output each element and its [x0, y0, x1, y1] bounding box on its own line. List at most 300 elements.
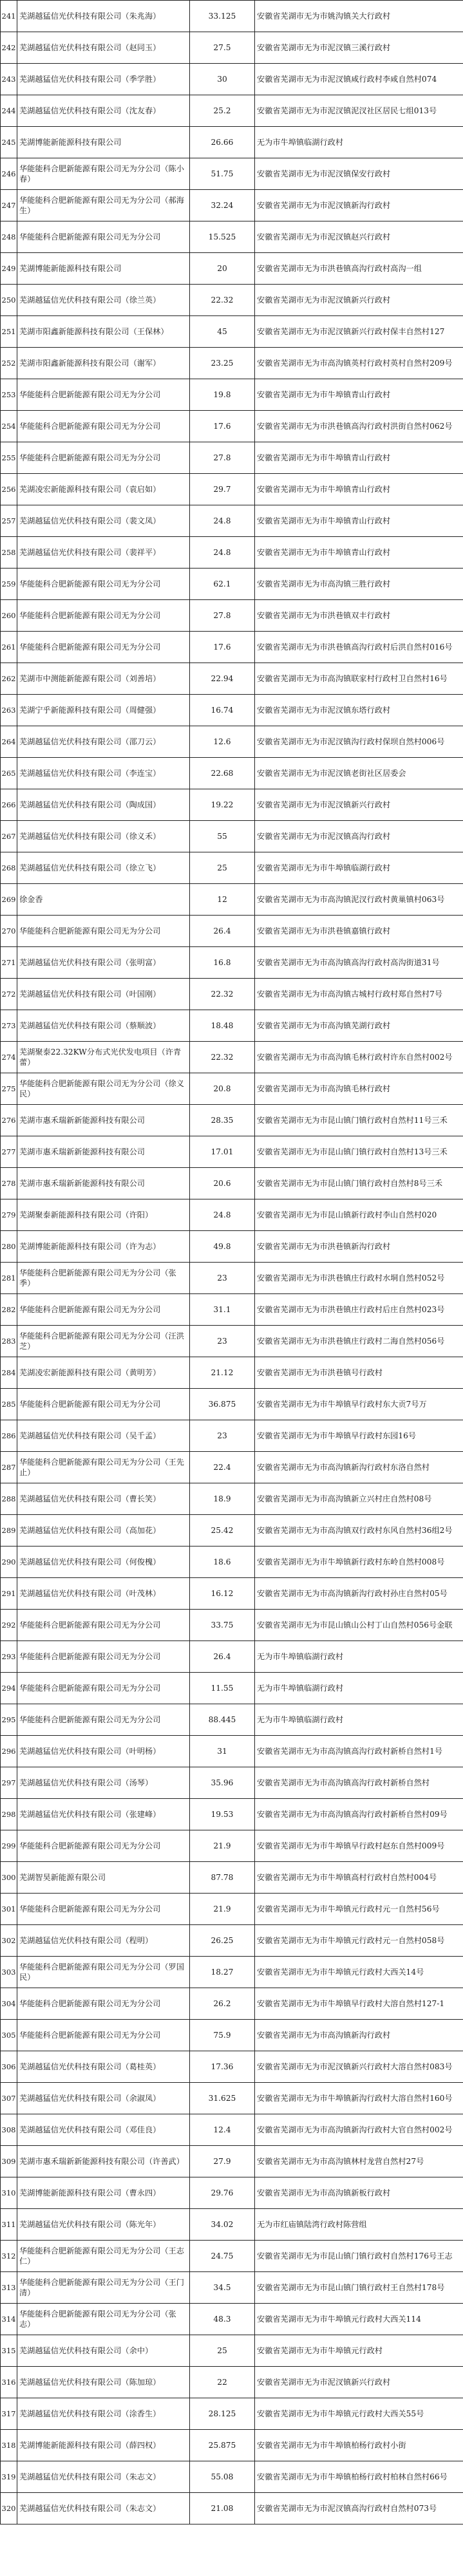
- row-number-cell: 246: [1, 158, 17, 190]
- address-cell: 安徽省芜湖市无为市高沟镇芜湖行政村: [255, 1010, 463, 1042]
- table-row: [1, 2146, 463, 2177]
- company-name-cell: 芜湖市惠禾瑞新新能源科技有限公司: [17, 1136, 190, 1168]
- company-name-cell: 芜湖凌宏新能源科技有限公司（袁启如）: [17, 474, 190, 505]
- capacity-cell: 87.78: [190, 1862, 255, 1894]
- address-cell: 安徽省芜湖市无为市高沟镇新板行政村: [255, 2177, 463, 2209]
- address-cell: 安徽省芜湖市无为市牛埠镇早行政村赵东自然村009号: [255, 1830, 463, 1862]
- address-cell: 安徽省芜湖市无为市高沟镇新沟行政村: [255, 2020, 463, 2051]
- address-cell: 安徽省芜湖市无为市泥汊镇新兴行政村: [255, 789, 463, 821]
- capacity-cell: 26.4: [190, 1641, 255, 1673]
- row-number-cell: 297: [1, 1767, 17, 1799]
- table-row: [1, 1578, 463, 1610]
- row-number-cell: 274: [1, 1042, 17, 1073]
- company-name-cell: 华能能科合肥新能源有限公司无为分公司: [17, 2020, 190, 2051]
- company-name-cell: 芜湖市阳鑫新能源科技有限公司（谢军）: [17, 348, 190, 379]
- company-name-cell: 华能能科合肥新能源有限公司无为分公司（汪洪芝）: [17, 1326, 190, 1357]
- address-cell: 安徽省芜湖市无为市昆山镇门镇行政村自然村11号三禾: [255, 1105, 463, 1136]
- company-name-cell: 华能能科合肥新能源有限公司无为分公司: [17, 1830, 190, 1862]
- row-number-cell: 317: [1, 2398, 17, 2430]
- row-number-cell: 275: [1, 1073, 17, 1105]
- table-row: [1, 2114, 463, 2146]
- table-row: [1, 2020, 463, 2051]
- address-cell: 安徽省芜湖市无为市高沟镇高沟行政村新桥自然村09号: [255, 1799, 463, 1830]
- capacity-cell: 21.12: [190, 1357, 255, 1389]
- address-cell: 安徽省芜湖市无为市高沟镇古城村行政村郑自然村7号: [255, 979, 463, 1010]
- address-cell: 安徽省芜湖市无为市洪巷镇高沟行政村洪街自然村062号: [255, 411, 463, 442]
- row-number-cell: 252: [1, 348, 17, 379]
- capacity-cell: 34.5: [190, 2272, 255, 2304]
- row-number-cell: 289: [1, 1515, 17, 1547]
- company-name-cell: 华能能科合肥新能源有限公司无为分公司: [17, 411, 190, 442]
- company-name-cell: 芜湖博能新能源科技有限公司: [17, 127, 190, 158]
- address-cell: 安徽省芜湖市无为市姚沟镇关大行政村: [255, 1, 463, 32]
- company-name-cell: 华能能科合肥新能源有限公司无为分公司: [17, 1673, 190, 1704]
- row-number-cell: 283: [1, 1326, 17, 1357]
- row-number-cell: 258: [1, 537, 17, 569]
- table-row: [1, 632, 463, 663]
- table-row: [1, 316, 463, 348]
- table-row: [1, 64, 463, 95]
- table-row: [1, 2272, 463, 2304]
- table-row: [1, 1957, 463, 1988]
- company-name-cell: 芜湖越猛信光伏科技有限公司（季学胜）: [17, 64, 190, 95]
- capacity-cell: 18.6: [190, 1547, 255, 1578]
- address-cell: 安徽省芜湖市无为市泥汊镇新兴行政村保丰自然村127: [255, 316, 463, 348]
- address-cell: 无为市红庙镇陆湾行政村陈营组: [255, 2209, 463, 2241]
- company-name-cell: 芜湖宁乎新能源科技有限公司（周健强）: [17, 695, 190, 726]
- row-number-cell: 309: [1, 2146, 17, 2177]
- row-number-cell: 272: [1, 979, 17, 1010]
- capacity-cell: 35.96: [190, 1767, 255, 1799]
- table-row: [1, 2493, 463, 2524]
- capacity-cell: 22.4: [190, 1452, 255, 1483]
- row-number-cell: 293: [1, 1641, 17, 1673]
- address-cell: 安徽省芜湖市无为市牛埠镇元行政村元一自然村058号: [255, 1925, 463, 1957]
- company-name-cell: 芜湖博能新能源科技有限公司（许为志）: [17, 1231, 190, 1263]
- company-name-cell: 芜湖越猛信光伏科技有限公司（曹长笑）: [17, 1483, 190, 1515]
- table-row: [1, 2398, 463, 2430]
- capacity-cell: 16.74: [190, 695, 255, 726]
- company-name-cell: 芜湖越猛信光伏科技有限公司（徐立飞）: [17, 852, 190, 884]
- capacity-cell: 25: [190, 852, 255, 884]
- table-row: [1, 411, 463, 442]
- table-row: [1, 1294, 463, 1326]
- capacity-cell: 21.08: [190, 2493, 255, 2524]
- address-cell: 安徽省芜湖市无为市洪巷镇高沟行政村后洪自然村016号: [255, 632, 463, 663]
- row-number-cell: 284: [1, 1357, 17, 1389]
- address-cell: 安徽省芜湖市无为市牛埠镇元行政村: [255, 2335, 463, 2367]
- company-name-cell: 芜湖市惠禾瑞新新能源科技有限公司: [17, 1168, 190, 1199]
- address-cell: 安徽省芜湖市无为市高沟镇高沟行政村新桥自然村1号: [255, 1736, 463, 1767]
- table-row: [1, 979, 463, 1010]
- capacity-cell: 11.55: [190, 1673, 255, 1704]
- table-row: [1, 2430, 463, 2461]
- address-cell: 安徽省芜湖市无为市高沟镇新沟行政村大官自然村002号: [255, 2114, 463, 2146]
- capacity-cell: 36.875: [190, 1389, 255, 1420]
- row-number-cell: 298: [1, 1799, 17, 1830]
- capacity-cell: 22.32: [190, 979, 255, 1010]
- address-cell: 安徽省芜湖市无为市高沟镇新立兴村庄自然村08号: [255, 1483, 463, 1515]
- company-name-cell: 芜湖越猛信光伏科技有限公司（裴文凤）: [17, 505, 190, 537]
- table-row: [1, 537, 463, 569]
- row-number-cell: 270: [1, 916, 17, 947]
- company-name-cell: 芜湖智昊新能源有限公司: [17, 1862, 190, 1894]
- company-name-cell: 芜湖越猛信光伏科技有限公司（陈加琼）: [17, 2367, 190, 2398]
- table-row: [1, 285, 463, 316]
- company-name-cell: 芜湖越猛信光伏科技有限公司（徐义禾）: [17, 821, 190, 852]
- address-cell: 安徽省芜湖市无为市泥汊镇新兴行政村: [255, 285, 463, 316]
- row-number-cell: 263: [1, 695, 17, 726]
- company-name-cell: 芜湖越猛信光伏科技有限公司（张建峰）: [17, 1799, 190, 1830]
- table-row: [1, 884, 463, 916]
- address-cell: 安徽省芜湖市无为市泥汊镇赵兴行政村: [255, 221, 463, 253]
- address-cell: 安徽省芜湖市无为市泥汊镇东塔行政村: [255, 695, 463, 726]
- table-row: [1, 1988, 463, 2020]
- capacity-cell: 22.32: [190, 285, 255, 316]
- capacity-cell: 25.875: [190, 2430, 255, 2461]
- address-cell: 安徽省芜湖市无为市牛埠镇元行政村大西关114: [255, 2304, 463, 2335]
- company-name-cell: 华能能科合肥新能源有限公司无为分公司: [17, 1610, 190, 1641]
- capacity-cell: 15.525: [190, 221, 255, 253]
- table-row: [1, 95, 463, 127]
- table-row: [1, 1263, 463, 1294]
- address-cell: 安徽省芜湖市无为市洪巷镇庄行政村后庄自然村023号: [255, 1294, 463, 1326]
- company-name-cell: 芜湖越猛信光伏科技有限公司（裴祥平）: [17, 537, 190, 569]
- company-name-cell: 华能能科合肥新能源有限公司无为分公司: [17, 600, 190, 632]
- company-name-cell: 芜湖越猛信光伏科技有限公司（何俊槐）: [17, 1547, 190, 1578]
- row-number-cell: 303: [1, 1957, 17, 1988]
- company-name-cell: 华能能科合肥新能源有限公司无为分公司（徐义民）: [17, 1073, 190, 1105]
- row-number-cell: 305: [1, 2020, 17, 2051]
- table-row: [1, 1894, 463, 1925]
- row-number-cell: 247: [1, 190, 17, 221]
- address-cell: 安徽省芜湖市无为市泥汊镇沟行政村保坝自然村006号: [255, 726, 463, 758]
- address-cell: 安徽省芜湖市无为市洪巷镇号行政村: [255, 1357, 463, 1389]
- company-name-cell: 华能能科合肥新能源有限公司无为分公司（郝海生）: [17, 190, 190, 221]
- address-cell: 安徽省芜湖市无为市牛埠镇高村行政村自然村004号: [255, 1862, 463, 1894]
- table-row: [1, 348, 463, 379]
- table-row: [1, 726, 463, 758]
- company-name-cell: 芜湖博能新能源科技有限公司（薛四权）: [17, 2430, 190, 2461]
- capacity-cell: 19.53: [190, 1799, 255, 1830]
- address-cell: 安徽省芜湖市无为市牛埠镇新行政村东岭自然村008号: [255, 1547, 463, 1578]
- row-number-cell: 253: [1, 379, 17, 411]
- table-row: [1, 695, 463, 726]
- table-row: [1, 1073, 463, 1105]
- table-row: [1, 1830, 463, 1862]
- table-row: [1, 1, 463, 32]
- row-number-cell: 279: [1, 1199, 17, 1231]
- table-row: [1, 2461, 463, 2493]
- table-row: [1, 1547, 463, 1578]
- capacity-cell: 19.22: [190, 789, 255, 821]
- address-cell: 安徽省芜湖市无为市高沟镇三胜行政村: [255, 569, 463, 600]
- company-name-cell: 华能能科合肥新能源有限公司无为分公司: [17, 1389, 190, 1420]
- address-cell: 安徽省芜湖市无为市昆山镇门镇行政村自然村176号王志: [255, 2241, 463, 2272]
- capacity-cell: 17.36: [190, 2051, 255, 2083]
- table-row: [1, 442, 463, 474]
- company-name-cell: 徐金香: [17, 884, 190, 916]
- company-name-cell: 芜湖聚泰新能源科技有限公司（许阳）: [17, 1199, 190, 1231]
- table-row: [1, 1326, 463, 1357]
- company-name-cell: 华能能科合肥新能源有限公司无为分公司（张季）: [17, 1263, 190, 1294]
- address-cell: 安徽省芜湖市无为市牛埠镇新沟行政村大溶自然村160号: [255, 2083, 463, 2114]
- company-name-cell: 芜湖聚泰22.32KW分布式光伏发电项目（许青蕾）: [17, 1042, 190, 1073]
- company-name-cell: 芜湖市惠禾瑞新新能源科技有限公司（许善武）: [17, 2146, 190, 2177]
- table-row: [1, 2083, 463, 2114]
- table-row: [1, 1452, 463, 1483]
- table-row: [1, 2367, 463, 2398]
- table-row: [1, 789, 463, 821]
- table-row: [1, 1610, 463, 1641]
- row-number-cell: 255: [1, 442, 17, 474]
- row-number-cell: 281: [1, 1263, 17, 1294]
- table-row: [1, 2241, 463, 2272]
- capacity-cell: 24.8: [190, 1199, 255, 1231]
- capacity-cell: 18.9: [190, 1483, 255, 1515]
- capacity-cell: 24.75: [190, 2241, 255, 2272]
- capacity-cell: 23.25: [190, 348, 255, 379]
- company-name-cell: 芜湖越猛信光伏科技有限公司（邓佳良）: [17, 2114, 190, 2146]
- capacity-cell: 17.6: [190, 632, 255, 663]
- address-cell: 无为市牛埠镇临湖行政村: [255, 1673, 463, 1704]
- company-name-cell: 华能能科合肥新能源有限公司无为分公司（王志仁）: [17, 2241, 190, 2272]
- address-cell: 安徽省芜湖市无为市牛埠镇早行政村东大贡7号万: [255, 1389, 463, 1420]
- address-cell: 无为市牛埠镇临湖行政村: [255, 1704, 463, 1736]
- capacity-cell: 12: [190, 884, 255, 916]
- row-number-cell: 278: [1, 1168, 17, 1199]
- row-number-cell: 264: [1, 726, 17, 758]
- company-name-cell: 芜湖越猛信光伏科技有限公司（叶明杨）: [17, 1736, 190, 1767]
- address-cell: 安徽省芜湖市无为市牛埠镇青山行政村: [255, 537, 463, 569]
- table-row: [1, 1231, 463, 1263]
- table-row: [1, 1389, 463, 1420]
- address-cell: 安徽省芜湖市无为市泥汊镇高沟行政村: [255, 821, 463, 852]
- row-number-cell: 268: [1, 852, 17, 884]
- capacity-cell: 20.6: [190, 1168, 255, 1199]
- address-cell: 安徽省芜湖市无为市洪巷镇嘉镇行政村: [255, 916, 463, 947]
- capacity-cell: 28.125: [190, 2398, 255, 2430]
- table-row: [1, 1862, 463, 1894]
- address-cell: 安徽省芜湖市无为市昆山镇门镇行政村王自然村178号: [255, 2272, 463, 2304]
- capacity-cell: 25.2: [190, 95, 255, 127]
- company-name-cell: 芜湖越猛信光伏科技有限公司（陶成国）: [17, 789, 190, 821]
- address-cell: 安徽省芜湖市无为市泥汊镇老街社区居委会: [255, 758, 463, 789]
- company-name-cell: 芜湖越猛信光伏科技有限公司（李连宝）: [17, 758, 190, 789]
- row-number-cell: 320: [1, 2493, 17, 2524]
- address-cell: 安徽省芜湖市无为市牛埠镇青山行政村: [255, 442, 463, 474]
- address-cell: 安徽省芜湖市无为市高沟镇新沟行政村孙庄自然村05号: [255, 1578, 463, 1610]
- table-row: [1, 1673, 463, 1704]
- row-number-cell: 261: [1, 632, 17, 663]
- address-cell: 安徽省芜湖市无为市牛埠镇柏杨行政村小街: [255, 2430, 463, 2461]
- capacity-cell: 22.32: [190, 1042, 255, 1073]
- company-name-cell: 华能能科合肥新能源有限公司无为分公司: [17, 916, 190, 947]
- address-cell: 安徽省芜湖市无为市洪巷镇庄行政村水垌自然村052号: [255, 1263, 463, 1294]
- table-row: [1, 1799, 463, 1830]
- row-number-cell: 286: [1, 1420, 17, 1452]
- capacity-cell: 25: [190, 2335, 255, 2367]
- company-name-cell: 芜湖博能新能源科技有限公司（曹永四）: [17, 2177, 190, 2209]
- capacity-cell: 48.3: [190, 2304, 255, 2335]
- address-cell: 安徽省芜湖市无为市高沟镇高沟行政村高沟街道31号: [255, 947, 463, 979]
- capacity-cell: 34.02: [190, 2209, 255, 2241]
- row-number-cell: 307: [1, 2083, 17, 2114]
- capacity-cell: 23: [190, 1420, 255, 1452]
- row-number-cell: 271: [1, 947, 17, 979]
- capacity-cell: 88.445: [190, 1704, 255, 1736]
- records-table-body: [1, 1, 463, 2524]
- company-name-cell: 芜湖越猛信光伏科技有限公司（赵同玉）: [17, 32, 190, 64]
- table-row: [1, 600, 463, 632]
- capacity-cell: 51.75: [190, 158, 255, 190]
- row-number-cell: 249: [1, 253, 17, 285]
- address-cell: 安徽省芜湖市无为市洪巷镇新沟行政村: [255, 1231, 463, 1263]
- table-row: [1, 379, 463, 411]
- company-name-cell: 芜湖越猛信光伏科技有限公司（陈光年）: [17, 2209, 190, 2241]
- row-number-cell: 285: [1, 1389, 17, 1420]
- row-number-cell: 287: [1, 1452, 17, 1483]
- company-name-cell: 华能能科合肥新能源有限公司无为分公司（王先止）: [17, 1452, 190, 1483]
- address-cell: 安徽省芜湖市无为市洪巷镇高沟行政村高沟一组: [255, 253, 463, 285]
- capacity-cell: 31: [190, 1736, 255, 1767]
- company-name-cell: 华能能科合肥新能源有限公司无为分公司（罗国民）: [17, 1957, 190, 1988]
- company-name-cell: 华能能科合肥新能源有限公司无为分公司: [17, 569, 190, 600]
- row-number-cell: 242: [1, 32, 17, 64]
- row-number-cell: 273: [1, 1010, 17, 1042]
- address-cell: 安徽省芜湖市无为市昆山镇新行政村李山自然村020: [255, 1199, 463, 1231]
- table-row: [1, 2177, 463, 2209]
- company-name-cell: 芜湖越猛信光伏科技有限公司（吴千孟）: [17, 1420, 190, 1452]
- table-row: [1, 916, 463, 947]
- table-row: [1, 190, 463, 221]
- row-number-cell: 254: [1, 411, 17, 442]
- row-number-cell: 294: [1, 1673, 17, 1704]
- company-name-cell: 芜湖越猛信光伏科技有限公司（葛桂英）: [17, 2051, 190, 2083]
- capacity-cell: 12.4: [190, 2114, 255, 2146]
- company-name-cell: 华能能科合肥新能源有限公司无为分公司: [17, 632, 190, 663]
- address-cell: 安徽省芜湖市无为市牛埠镇柏杨行政村柏林自然村66号: [255, 2461, 463, 2493]
- address-cell: 安徽省芜湖市无为市高沟镇新沟行政村东洛自然村: [255, 1452, 463, 1483]
- table-row: [1, 1641, 463, 1673]
- company-name-cell: 华能能科合肥新能源有限公司无为分公司（张志）: [17, 2304, 190, 2335]
- row-number-cell: 302: [1, 1925, 17, 1957]
- capacity-cell: 22: [190, 2367, 255, 2398]
- row-number-cell: 306: [1, 2051, 17, 2083]
- table-row: [1, 2209, 463, 2241]
- address-cell: 安徽省芜湖市无为市高沟镇高沟行政村新桥自然村: [255, 1767, 463, 1799]
- capacity-cell: 30: [190, 64, 255, 95]
- address-cell: 安徽省芜湖市无为市牛埠镇青山行政村: [255, 474, 463, 505]
- capacity-cell: 33.125: [190, 1, 255, 32]
- row-number-cell: 312: [1, 2241, 17, 2272]
- company-name-cell: 华能能科合肥新能源有限公司无为分公司: [17, 442, 190, 474]
- table-row: [1, 1420, 463, 1452]
- capacity-cell: 26.25: [190, 1925, 255, 1957]
- address-cell: 安徽省芜湖市无为市泥汊镇泥汊社区居民七组013号: [255, 95, 463, 127]
- row-number-cell: 290: [1, 1547, 17, 1578]
- row-number-cell: 241: [1, 1, 17, 32]
- row-number-cell: 292: [1, 1610, 17, 1641]
- company-name-cell: 芜湖越猛信光伏科技有限公司（叶国刚）: [17, 979, 190, 1010]
- row-number-cell: 299: [1, 1830, 17, 1862]
- address-cell: 安徽省芜湖市无为市高沟镇联家村行政村卫自然村16号: [255, 663, 463, 695]
- table-row: [1, 253, 463, 285]
- capacity-cell: 33.75: [190, 1610, 255, 1641]
- address-cell: 安徽省芜湖市无为市高沟镇双行政村东风自然村36组2号: [255, 1515, 463, 1547]
- address-cell: 安徽省芜湖市无为市牛埠镇元行政村大西关14号: [255, 1957, 463, 1988]
- company-name-cell: 华能能科合肥新能源有限公司无为分公司（陈小春）: [17, 158, 190, 190]
- table-row: [1, 474, 463, 505]
- address-cell: 安徽省芜湖市无为市牛埠镇元行政村元一自然村56号: [255, 1894, 463, 1925]
- table-row: [1, 2304, 463, 2335]
- address-cell: 安徽省芜湖市无为市高沟镇英村行政村英村自然村209号: [255, 348, 463, 379]
- company-name-cell: 芜湖市惠禾瑞新新能源科技有限公司: [17, 1105, 190, 1136]
- capacity-cell: 28.35: [190, 1105, 255, 1136]
- capacity-cell: 55: [190, 821, 255, 852]
- company-name-cell: 华能能科合肥新能源有限公司无为分公司: [17, 1704, 190, 1736]
- capacity-cell: 55.08: [190, 2461, 255, 2493]
- company-name-cell: 芜湖越猛信光伏科技有限公司（朱志文）: [17, 2493, 190, 2524]
- capacity-cell: 24.8: [190, 505, 255, 537]
- capacity-cell: 20.8: [190, 1073, 255, 1105]
- table-row: [1, 1704, 463, 1736]
- row-number-cell: 315: [1, 2335, 17, 2367]
- row-number-cell: 313: [1, 2272, 17, 2304]
- capacity-cell: 23: [190, 1326, 255, 1357]
- company-name-cell: 芜湖越猛信光伏科技有限公司（邵刀云）: [17, 726, 190, 758]
- company-name-cell: 芜湖越猛信光伏科技有限公司（朱兆海）: [17, 1, 190, 32]
- address-cell: 无为市牛埠镇临湖行政村: [255, 127, 463, 158]
- table-row: [1, 505, 463, 537]
- table-row: [1, 1357, 463, 1389]
- row-number-cell: 260: [1, 600, 17, 632]
- table-row: [1, 1925, 463, 1957]
- row-number-cell: 262: [1, 663, 17, 695]
- row-number-cell: 280: [1, 1231, 17, 1263]
- capacity-cell: 75.9: [190, 2020, 255, 2051]
- capacity-cell: 26.4: [190, 916, 255, 947]
- table-row: [1, 663, 463, 695]
- row-number-cell: 319: [1, 2461, 17, 2493]
- capacity-cell: 31.1: [190, 1294, 255, 1326]
- table-row: [1, 821, 463, 852]
- capacity-cell: 17.01: [190, 1136, 255, 1168]
- table-row: [1, 1136, 463, 1168]
- address-cell: 安徽省芜湖市无为市牛埠镇元行政村大西关55号: [255, 2398, 463, 2430]
- address-cell: 安徽省芜湖市无为市昆山镇山公村丁山自然村056号金联: [255, 1610, 463, 1641]
- capacity-cell: 21.9: [190, 1894, 255, 1925]
- company-name-cell: 华能能科合肥新能源有限公司无为分公司: [17, 221, 190, 253]
- row-number-cell: 248: [1, 221, 17, 253]
- address-cell: 安徽省芜湖市无为市泥汊镇新兴行政村大溶自然村083号: [255, 2051, 463, 2083]
- table-row: [1, 1767, 463, 1799]
- row-number-cell: 265: [1, 758, 17, 789]
- row-number-cell: 300: [1, 1862, 17, 1894]
- capacity-cell: 18.48: [190, 1010, 255, 1042]
- row-number-cell: 282: [1, 1294, 17, 1326]
- address-cell: 安徽省芜湖市无为市牛埠镇青山行政村: [255, 505, 463, 537]
- capacity-cell: 21.9: [190, 1830, 255, 1862]
- company-name-cell: 芜湖越猛信光伏科技有限公司（余淑凤）: [17, 2083, 190, 2114]
- row-number-cell: 301: [1, 1894, 17, 1925]
- table-row: [1, 1199, 463, 1231]
- row-number-cell: 256: [1, 474, 17, 505]
- table-row: [1, 32, 463, 64]
- company-name-cell: 芜湖越猛信光伏科技有限公司（沈友春）: [17, 95, 190, 127]
- company-name-cell: 芜湖越猛信光伏科技有限公司（蔡顺波）: [17, 1010, 190, 1042]
- table-row: [1, 1736, 463, 1767]
